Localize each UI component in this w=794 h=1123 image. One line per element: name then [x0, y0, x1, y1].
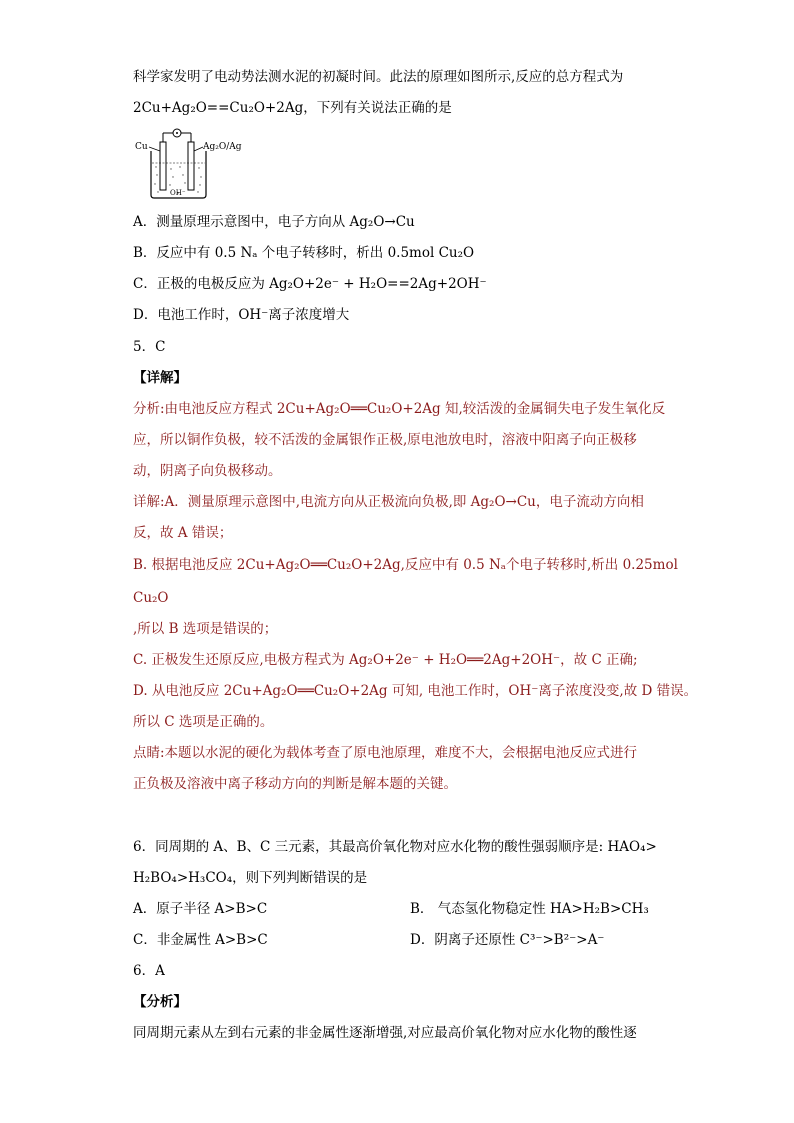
q5-analysis-line: 分析:由电池反应方程式 2Cu+Ag₂O══Cu₂O+2Ag 知,较活泼的金属铜失电子发生氧化反 [133, 401, 666, 417]
q5-detail-line: 反，故 A 错误； [133, 525, 233, 541]
q5-detail-line: Cu₂O [133, 590, 169, 606]
q5-detail-heading: 【详解】 [133, 370, 187, 386]
q5-detail-line: 正负极及溶液中离子移动方向的判断是解本题的关键。 [133, 776, 457, 792]
q5-detail-line: B. 根据电池反应 2Cu+Ag₂O══Cu₂O+2Ag,反应中有 0.5 Nₐ个电子转移时,析出 0.25mol [133, 557, 678, 573]
q6-analysis-heading: 【分析】 [133, 994, 187, 1010]
q5-detail-line: 所以 C 选项是正确的。 [133, 714, 274, 730]
q5-detail-line: D. 从电池反应 2Cu+Ag₂O══Cu₂O+2Ag 可知, 电池工作时，OH⁻离子浓度没变,故 D 错误。 [133, 683, 698, 699]
ag-electrode [188, 142, 194, 190]
q5-answer: 5．C [133, 339, 166, 355]
cu-label: Cu [135, 142, 148, 152]
q5-option-a: A．测量原理示意图中，电子方向从 Ag₂O→Cu [133, 214, 415, 230]
q5-analysis-line: 应，所以铜作负极，较不活泼的金属银作正极,原电池放电时，溶液中阳离子向正极移 [133, 432, 637, 448]
oh-label: OH⁻ [170, 189, 186, 197]
q5-option-d: D．电池工作时，OH⁻离子浓度增大 [133, 307, 350, 323]
cu-electrode [160, 142, 166, 190]
q6-option-d: D．阴离子还原性 C³⁻>B²⁻>A⁻ [410, 932, 605, 948]
q6-option-a: A．原子半径 A>B>C [133, 901, 268, 917]
q5-detail-line: ,所以 B 选项是错误的； [133, 621, 278, 637]
q5-detail-line: 详解:A．测量原理示意图中,电流方向从正极流向负极,即 Ag₂O→Cu，电子流动方向相 [133, 494, 644, 510]
q6-stem-line1: 6．同周期的 A、B、C 三元素，其最高价氧化物对应水化物的酸性强弱顺序是: HAO₄> [133, 839, 657, 855]
q5-option-c: C．正极的电极反应为 Ag₂O+2e⁻ + H₂O==2Ag+2OH⁻ [133, 276, 487, 292]
q5-detail-line: C. 正极发生还原反应,电极方程式为 Ag₂O+2e⁻ + H₂O══2Ag+2OH⁻，故 C 正确; [133, 652, 638, 668]
q6-answer: 6．A [133, 963, 165, 979]
q6-option-c: C．非金属性 A>B>C [133, 932, 268, 948]
q6-stem-line2: H₂BO₄>H₃CO₄，则下列判断错误的是 [133, 870, 368, 886]
q6-analysis-line: 同周期元素从左到右元素的非金属性逐渐增强,对应最高价氧化物对应水化物的酸性逐 [133, 1025, 637, 1041]
q5-option-b: B．反应中有 0.5 Nₐ 个电子转移时，析出 0.5mol Cu₂O [133, 245, 475, 261]
q5-analysis-line: 动，阴离子向负极移动。 [133, 463, 282, 479]
q5-detail-line: 点睛:本题以水泥的硬化为载体考查了原电池原理，难度不大，会根据电池反应式进行 [133, 745, 638, 761]
battery-diagram [133, 127, 258, 199]
ag-label: Ag₂O/Ag [203, 142, 242, 152]
q5-stem-line1: 科学家发明了电动势法测水泥的初凝时间。此法的原理如图所示,反应的总方程式为 [133, 69, 624, 85]
q6-option-b: B． 气态氢化物稳定性 HA>H₂B>CH₃ [410, 901, 649, 917]
q5-stem-line2: 2Cu+Ag₂O==Cu₂O+2Ag，下列有关说法正确的是 [133, 100, 452, 116]
